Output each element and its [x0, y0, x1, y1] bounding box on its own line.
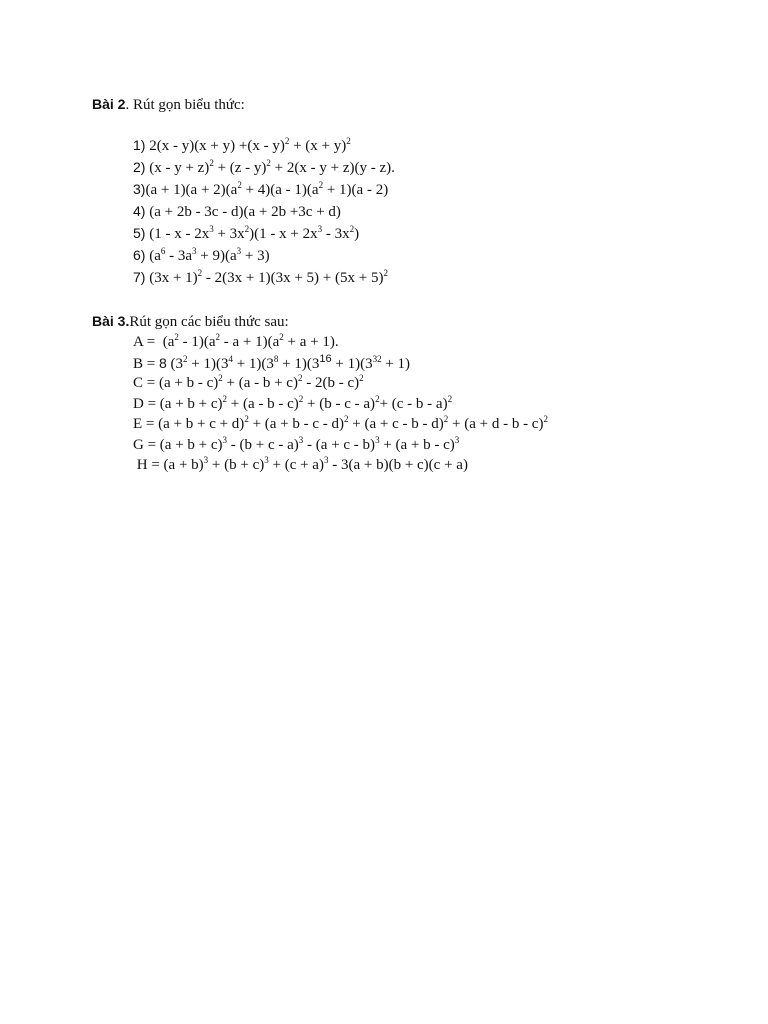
bai-3-item-a: [133, 332, 548, 353]
bai-2-item-3: [133, 178, 395, 200]
item-number: 2): [133, 159, 146, 175]
bai-2-number: Bài 2: [92, 96, 126, 112]
item-number: 5): [133, 225, 146, 241]
item-number: 7): [133, 269, 146, 285]
bai-2-item-1: [133, 134, 395, 156]
bai-3-item-g: [133, 435, 548, 456]
bai-3-heading: [92, 313, 289, 331]
expression: $H = (a + b)^3 + (b + c)^3 + (c + a)^3 - 3(a + b)(b + c)(c + a)$: [133, 455, 468, 473]
bai-3-title: Rút gọn các biểu thức sau:: [129, 314, 289, 330]
item-number: 3): [133, 181, 146, 197]
bai-2-title: . Rút gọn biểu thức:: [125, 97, 245, 113]
expression: B = 8 $(3^2 + 1)(3^4 + 1)(3^8 + 1)(3^{16} + 1)(3^{32} + 1)$: [133, 352, 411, 372]
expression: $(1 - x - 2x^3 + 3x^2)(1 - x + 2x^3 - 3x^2)$: [145, 224, 360, 242]
item-number: 4): [133, 203, 146, 219]
expression: $E = (a + b + c + d)^2 + (a + b - c - d)^2 + (a + c - b - d)^2 + (a + d - b - c)^2$: [133, 414, 548, 432]
expression: $A = (a^2 - 1)(a^2 - a + 1)(a^2 + a + 1)$.: [133, 332, 339, 350]
bai-2-item-2: [133, 156, 395, 178]
bai-2-item-5: [133, 222, 395, 244]
bai-3-item-b: [133, 353, 548, 374]
expression: $2(x - y)(x + y) +(x - y)^2 + (x + y)^2$: [145, 136, 351, 154]
bai-2-heading: [92, 96, 245, 114]
bai-3-item-c: [133, 373, 548, 394]
bai-2-item-6: [133, 244, 395, 266]
bai-3-item-h: [133, 455, 548, 476]
bai-3-exercise-list: [133, 332, 548, 476]
expression: $(a^6 - 3a^3 + 9)(a^3 + 3)$: [145, 246, 270, 264]
bai-3-item-e: [133, 414, 548, 435]
expression: (a + 2b - 3c - d)(a + 2b +3c + d): [145, 204, 341, 220]
bai-3-item-d: [133, 394, 548, 415]
bai-2-item-7: [133, 266, 395, 288]
expression: $C = (a + b - c)^2 + (a - b + c)^2 - 2(b - c)^2$: [133, 373, 364, 391]
item-number: 1): [133, 137, 146, 153]
bai-2-exercise-list: [133, 134, 395, 288]
expression: $(x - y + z)^2 + (z - y)^2 + 2(x - y + z)(y - z)$.: [145, 158, 395, 176]
expression: $(3x + 1)^2 - 2(3x + 1)(3x + 5) + (5x + 5)^2$: [145, 268, 388, 286]
expression: $G = (a + b + c)^3 - (b + c - a)^3 - (a + c - b)^3 + (a + b - c)^3$: [133, 434, 460, 453]
bai-3-number: Bài 3.: [92, 313, 130, 329]
expression: $D = (a + b + c)^2 + (a - b - c)^2 + (b - c - a)^2+ (c - b - a)^2$: [133, 393, 453, 412]
expression: $(a + 1)(a + 2)(a^2 + 4)(a - 1)(a^2 + 1)(a - 2)$: [145, 180, 389, 198]
bai-2-item-4: [133, 200, 395, 222]
item-number: 6): [133, 247, 146, 263]
